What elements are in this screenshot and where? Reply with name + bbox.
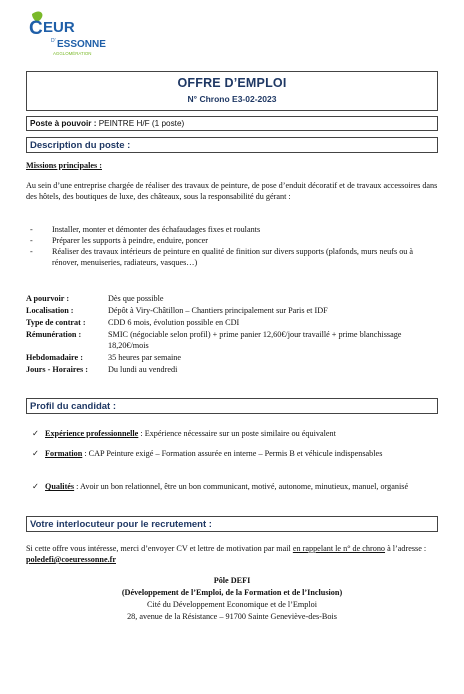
table-row bbox=[26, 317, 433, 329]
table-row bbox=[26, 293, 433, 305]
post-box bbox=[26, 116, 438, 131]
profile-item-label: Expérience professionnelle bbox=[45, 429, 139, 438]
info-label: Jours - Horaires : bbox=[26, 365, 88, 374]
section-description-heading: Description du poste : bbox=[26, 137, 438, 153]
profile-item-text: CAP Peinture exigé – Formation assurée en interne – Permis B et véhicule indispensables bbox=[88, 449, 383, 458]
info-value: SMIC (négociable selon profil) + prime panier 12,60€/jour travaillé + prime blanchissage 18,20€/mois bbox=[108, 330, 402, 350]
info-label: Hebdomadaire : bbox=[26, 353, 83, 362]
contact-paragraph bbox=[26, 543, 438, 565]
info-value: Dès que possible bbox=[108, 294, 164, 303]
profile-item-sep: : bbox=[138, 429, 145, 438]
coeur-essonne-logo bbox=[26, 8, 106, 64]
post-value: PEINTRE H/F (1 poste) bbox=[96, 119, 185, 128]
info-label: A pourvoir : bbox=[26, 294, 70, 303]
task-list bbox=[26, 224, 438, 268]
org-address-line-2: 28, avenue de la Résistance – 91700 Sainte Geneviève-des-Bois bbox=[127, 612, 337, 621]
logo-graphic bbox=[26, 8, 106, 64]
list-item: - Préparer les supports à peindre, enduire, poncer bbox=[26, 235, 438, 246]
list-item: - Installer, monter et démonter des échafaudages fixes et roulants bbox=[26, 224, 438, 235]
missions-label-text: Missions principales : bbox=[26, 161, 102, 170]
info-label: Localisation : bbox=[26, 306, 74, 315]
section-contact-heading: Votre interlocuteur pour le recrutement : bbox=[26, 516, 438, 532]
profile-item-formation bbox=[32, 448, 438, 459]
chrono-number: N° Chrono E3-02-2023 bbox=[187, 94, 277, 104]
list-item: - Réaliser des travaux intérieurs de peinture en qualité de finition sur divers supports (plafonds, murs neufs ou à rénover, menuiseries, radiateurs, vasques…) bbox=[26, 246, 438, 268]
info-value: CDD 6 mois, évolution possible en CDI bbox=[108, 318, 240, 327]
contact-text: à l’adresse : bbox=[385, 544, 427, 553]
checkmark-icon: ✓ bbox=[32, 428, 39, 438]
info-value: 35 heures par semaine bbox=[108, 353, 181, 362]
info-label: Rémunération : bbox=[26, 330, 82, 339]
contact-text-underlined: en rappelant le n° de chrono bbox=[292, 544, 386, 553]
table-row bbox=[26, 352, 433, 364]
logo-tag: AGGLOMÉRATION bbox=[53, 51, 92, 56]
section-profile-heading: Profil du candidat : bbox=[26, 398, 438, 414]
missions-intro: Au sein d’une entreprise chargée de réaliser des travaux de peinture, de pose d’enduit décoratif et de travaux accessoires dans des hôtels, des boutiques de luxe, des châteaux, sous la responsabilité du gérant : bbox=[26, 181, 438, 201]
logo-essonne: ESSONNE bbox=[57, 39, 106, 50]
org-full-name: (Développement de l’Emploi, de la Formation et de l’Inclusion) bbox=[121, 588, 343, 597]
page-title: OFFRE D’EMPLOI bbox=[177, 76, 287, 90]
info-label: Type de contrat : bbox=[26, 318, 86, 327]
org-name: Pôle DEFI bbox=[213, 576, 251, 585]
profile-item-qualites bbox=[32, 481, 438, 492]
logo-c: C bbox=[29, 18, 43, 39]
profile-item-sep: : bbox=[74, 482, 81, 491]
title-box bbox=[26, 71, 438, 111]
profile-item-text: Avoir un bon relationnel, être un bon communicant, motivé, autonome, minutieux, manuel, organisé bbox=[80, 482, 409, 491]
table-row bbox=[26, 364, 433, 376]
profile-item-experience bbox=[32, 428, 438, 439]
profile-item-label: Formation bbox=[45, 449, 83, 458]
post-label: Poste à pouvoir : bbox=[30, 119, 97, 128]
profile-item-text: Expérience nécessaire sur un poste similaire ou équivalent bbox=[144, 429, 336, 438]
missions-label bbox=[26, 160, 438, 171]
table-row bbox=[26, 329, 433, 352]
org-address-line-1: Cité du Développement Economique et de l’Emploi bbox=[146, 600, 318, 609]
contact-text: Si cette offre vous intéresse, merci d’envoyer CV et lettre de motivation par mail bbox=[26, 544, 293, 553]
logo-de: D' bbox=[51, 38, 56, 44]
checkmark-icon: ✓ bbox=[32, 481, 39, 491]
table-row bbox=[26, 305, 433, 317]
info-value: Du lundi au vendredi bbox=[108, 365, 178, 374]
checkmark-icon: ✓ bbox=[32, 448, 39, 458]
job-info-table bbox=[26, 293, 433, 376]
contact-email-link[interactable]: poledefi@coeuressonne.fr bbox=[26, 555, 117, 564]
logo-eur: EUR bbox=[43, 19, 75, 36]
info-value: Dépôt à Viry-Châtillon – Chantiers principalement sur Paris et IDF bbox=[108, 306, 328, 315]
profile-item-label: Qualités bbox=[45, 482, 75, 491]
profile-item-sep: : bbox=[82, 449, 89, 458]
